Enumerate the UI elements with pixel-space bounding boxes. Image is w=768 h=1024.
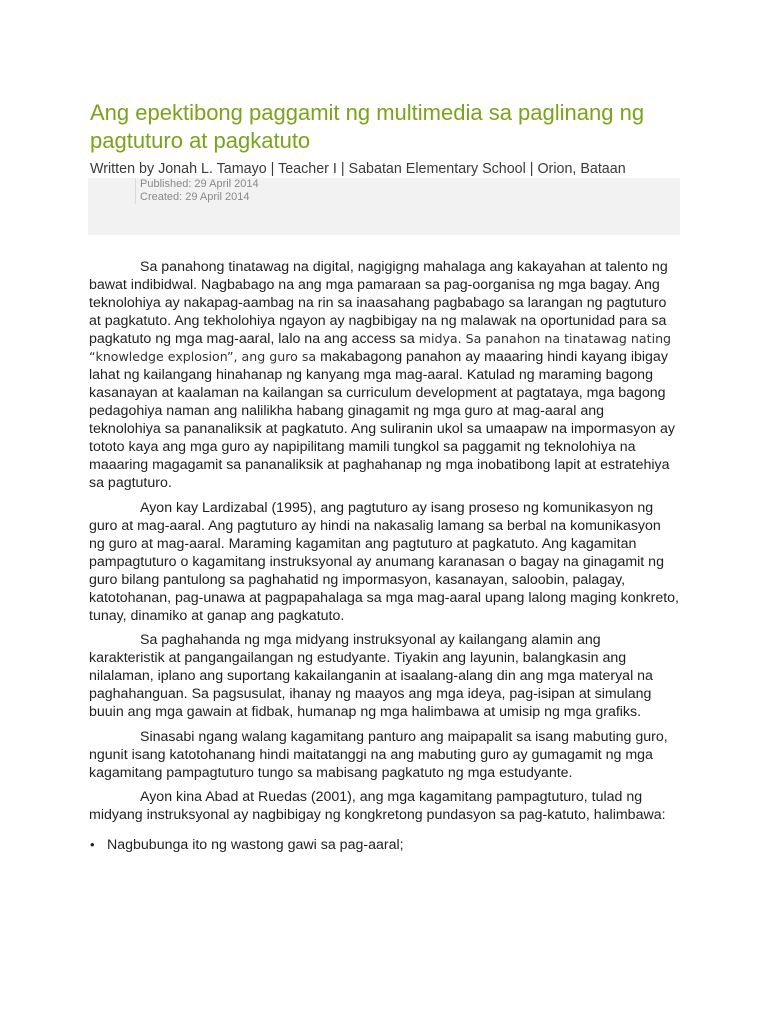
article-dates xyxy=(135,178,440,204)
paragraph-text: makabagong panahon ay maaaring hindi kayang ibigay lahat ng kailangang hinahanap ng kanyang mga mag-aaral. Katulad ng maraming bagong kasanayan at kaalaman na kailangan sa curriculum development at pagtataya, mga bagong pedagohiya naman ang nalilikha habang ginagamit ng mga guro at mag-aaral ang teknolohiya sa pananaliksik at pagkatuto. Ang suliranin ukol sa umaapaw na impormasyon ay tototo kaya ang mga guro ay napipilitang mamili tungkol sa paggamit ng teknolohiya na maaaring magagamit sa pananaliksik at paghahanap ng mga inobatibong lapit at estratehiya sa pagtuturo. xyxy=(89,349,675,491)
article-byline: Written by Jonah L. Tamayo | Teacher I | Sabatan Elementary School | Orion, Bataan xyxy=(90,161,626,177)
article-title: Ang epektibong paggamit ng multimedia sa paglinang ng pagtuturo at pagkatuto xyxy=(90,100,645,153)
paragraph xyxy=(89,258,679,492)
article-meta xyxy=(88,178,680,235)
bullet-text: Nagbubunga ito ng wastong gawi sa pag-aaral; xyxy=(107,837,404,853)
bullet-icon: • xyxy=(90,837,95,852)
published-date: Published: 29 April 2014 xyxy=(140,178,259,190)
created-date: Created: 29 April 2014 xyxy=(140,191,250,203)
paragraph-text-alt-font: midya. Sa panahon na tinatawag nating “knowledge explosion”, ang guro sa xyxy=(89,331,672,364)
bullet-item xyxy=(89,836,679,854)
bullet-list xyxy=(89,836,679,854)
paragraph: Ayon kay Lardizabal (1995), ang pagtuturo ay isang proseso ng komunikasyon ng guro at mag-aaral. Ang pagtuturo ay hindi na nakasalig lamang sa berbal na komunikasyon ng guro at mag-aaral. Maraming kagamitan ang pagtuturo at pagkatuto. Ang kagamitan pampagtuturo o kagamitang instruksyonal ay anumang karanasan o bagay na ginagamit ng guro bilang pantulong sa paghahatid ng impormasyon, kasanayan, saloobin, palagay, katotohanan, pag-unawa at pagpapahalaga sa mga mag-aaral upang lalong maging konkreto, tunay, dinamiko at ganap ang pagkatuto. xyxy=(89,499,679,624)
paragraph: Sa paghahanda ng mga midyang instruksyonal ay kailangang alamin ang karakteristik at pangangailangan ng estudyante. Tiyakin ang layunin, balangkasin ang nilalaman, iplano ang suportang kakailanganin at isaalang-alang din ang mga materyal na paghahanguan. Sa pagsusulat, ihanay ng maayos ang mga ideya, pag-isipan at simulang buuin ang mga gawain at fidbak, humanap ng mga halimbawa at umisip ng mga grafiks. xyxy=(89,632,653,720)
paragraph: Ayon kina Abad at Ruedas (2001), ang mga kagamitang pampagtuturo, tulad ng midyang instruksyonal ay nagbibigay ng kongkretong pundasyon sa pag-katuto, halimbawa: xyxy=(89,789,666,823)
article-body xyxy=(89,258,679,854)
paragraph: Sinasabi ngang walang kagamitang panturo ang maipapalit sa isang mabuting guro, ngunit isang katotohanang hindi maitatanggi na ang mabuting guro ay gumagamit ng mga kagamitang pampagtuturo tungo sa mabisang pagkatuto ng mga estudyante. xyxy=(89,728,668,781)
paragraph-text: Sa panahong tinatawag na digital, nagigigng mahalaga ang kakayahan at talento ng bawat indibidwal. Nagbabago na ang mga pamaraan sa pag-oorganisa ng mga bagay. Ang teknolohiya ay nakapag-aambag na rin sa inaasahang pagbabago sa larangan ng pagtuturo at pagkatuto. Ang tekholohiya ngayon ay nagbibigay na ng malawak na oportunidad para sa pagkatuto ng mga mag-aaral, lalo na ang access sa xyxy=(89,259,668,347)
